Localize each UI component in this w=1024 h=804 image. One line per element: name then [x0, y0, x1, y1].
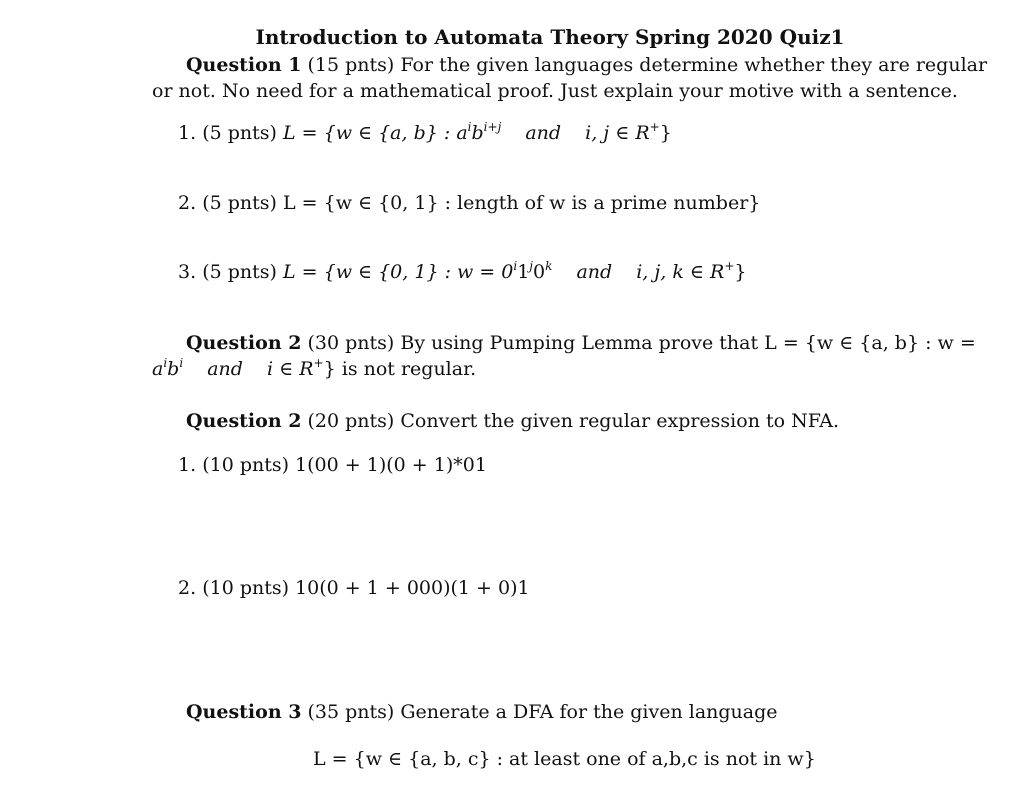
- and-word: and: [207, 358, 243, 380]
- q1-label: Question 1: [186, 54, 302, 76]
- q3-label: Question 3: [186, 701, 302, 723]
- item-expr: i, j ∈ R: [585, 122, 650, 144]
- item-expr: L = {w ∈ {0, 1} : w = 0: [282, 261, 514, 283]
- item-text: (10 pnts) 1(00 + 1)(0 + 1)*01: [202, 454, 487, 476]
- item-text: (10 pnts) 10(0 + 1 + 000)(1 + 0)1: [202, 577, 530, 599]
- math-text: i ∈ R: [267, 358, 314, 380]
- superscript: k: [545, 258, 553, 273]
- item-number: 1.: [178, 122, 197, 144]
- item-expr: }: [659, 122, 672, 144]
- item-expr: b: [471, 122, 484, 144]
- q2b-item-2: [178, 576, 530, 600]
- q1-intro-line1: [186, 53, 987, 77]
- item-expr: L = {w ∈ {0, 1} : length of w is a prime number}: [282, 192, 761, 214]
- q2a-label: Question 2: [186, 332, 302, 354]
- q2a-text: (30 pnts) By using Pumping Lemma prove that L = {w ∈ {a, b} : w =: [307, 332, 976, 354]
- q3-language: L = {w ∈ {a, b, c} : at least one of a,b,c is not in w}: [313, 748, 816, 770]
- superscript: i+j: [483, 119, 502, 134]
- item-expr: i, j, k ∈ R: [636, 261, 725, 283]
- q3-line: [186, 700, 778, 724]
- item-number: 1.: [178, 454, 197, 476]
- q1-item-2: [178, 191, 760, 215]
- q1-item-3: [178, 260, 746, 284]
- item-number: 3.: [178, 261, 197, 283]
- superscript: +: [313, 355, 324, 370]
- q2b-item-1: [178, 453, 487, 477]
- item-number: 2.: [178, 192, 197, 214]
- superscript: i: [163, 355, 168, 370]
- math-text: a: [152, 358, 164, 380]
- superscript: +: [649, 119, 660, 134]
- item-expr: L = {w ∈ {a, b} : a: [282, 122, 468, 144]
- math-text: b: [167, 358, 180, 380]
- and-word: and: [525, 122, 562, 144]
- q2b-line: [186, 409, 839, 433]
- q2a-line1: [186, 331, 976, 355]
- page-title: Introduction to Automata Theory Spring 2020 Quiz1: [255, 25, 845, 49]
- superscript: i: [513, 258, 518, 273]
- superscript: +: [724, 258, 735, 273]
- q1-intro-text: (15 pnts) For the given languages determine whether they are regular: [307, 54, 988, 76]
- item-points: (5 pnts): [202, 122, 277, 144]
- q1-intro-line2: or not. No need for a mathematical proof. Just explain your motive with a sentence.: [152, 80, 958, 102]
- item-expr: 0: [533, 261, 546, 283]
- math-text: } is not regular.: [323, 358, 477, 380]
- item-number: 2.: [178, 577, 197, 599]
- superscript: j: [529, 258, 534, 273]
- item-expr: 1: [517, 261, 530, 283]
- q2b-text: (20 pnts) Convert the given regular expression to NFA.: [307, 410, 840, 432]
- item-points: (5 pnts): [202, 192, 277, 214]
- item-points: (5 pnts): [202, 261, 277, 283]
- q2b-label: Question 2: [186, 410, 302, 432]
- and-word: and: [576, 261, 613, 283]
- item-expr: }: [734, 261, 747, 283]
- superscript: i: [467, 119, 472, 134]
- q1-item-1: [178, 121, 672, 145]
- superscript: i: [179, 355, 184, 370]
- q3-text: (35 pnts) Generate a DFA for the given language: [307, 701, 778, 723]
- q2a-line2: [152, 357, 476, 381]
